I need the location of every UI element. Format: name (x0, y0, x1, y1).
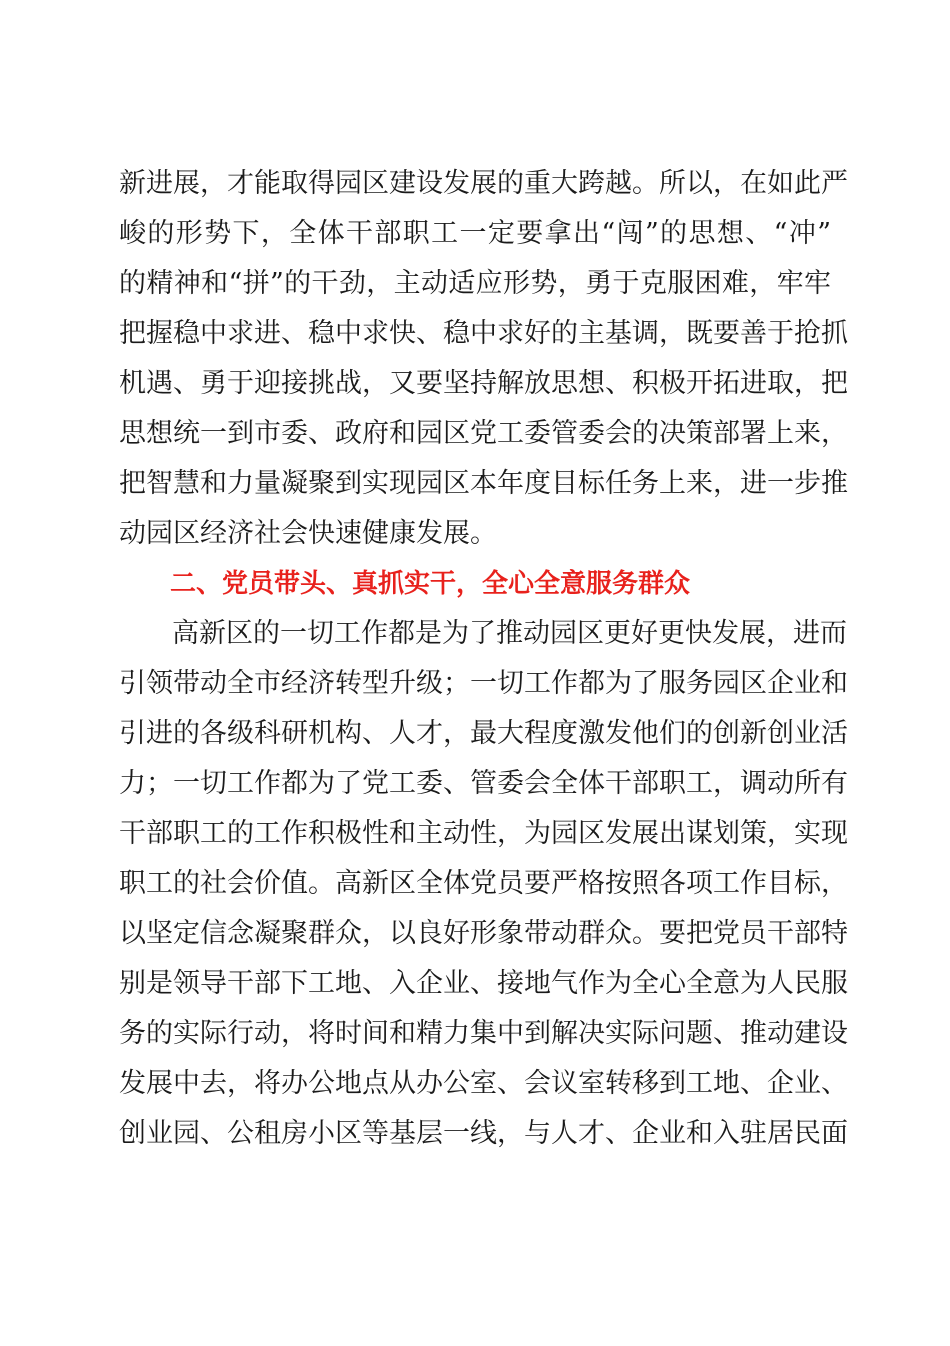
paragraph-line: 把握稳中求进、稳中求快、稳中求好的主基调，既要善于抢抓 (119, 318, 848, 349)
paragraph-line: 峻的形势下，全体干部职工一定要拿出“闯”的思想、“冲” (119, 218, 831, 249)
paragraph-line: 思想统一到市委、政府和园区党工委管委会的决策部署上来， (119, 418, 848, 449)
paragraph-line: 别是领导干部下工地、入企业、接地气作为全心全意为人民服 (119, 968, 848, 999)
paragraph-line: 引领带动全市经济转型升级；一切工作都为了服务园区企业和 (119, 668, 848, 699)
section-heading: 二、党员带头、真抓实干，全心全意服务群众 (170, 569, 691, 599)
paragraph-line: 把智慧和力量凝聚到实现园区本年度目标任务上来，进一步推 (119, 468, 848, 499)
paragraph-line: 务的实际行动，将时间和精力集中到解决实际问题、推动建设 (119, 1018, 848, 1049)
paragraph-line: 的精神和“拼”的干劲，主动适应形势，勇于克服困难，牢牢 (119, 268, 831, 299)
paragraph-line: 引进的各级科研机构、人才，最大程度激发他们的创新创业活 (119, 718, 848, 749)
paragraph-line: 动园区经济社会快速健康发展。 (119, 518, 497, 549)
paragraph-line: 干部职工的工作积极性和主动性，为园区发展出谋划策，实现 (119, 818, 848, 849)
paragraph-line: 机遇、勇于迎接挑战，又要坚持解放思想、积极开拓进取，把 (119, 368, 848, 399)
paragraph-line: 创业园、公租房小区等基层一线，与人才、企业和入驻居民面 (119, 1118, 848, 1149)
paragraph-line: 高新区的一切工作都是为了推动园区更好更快发展，进而 (172, 618, 847, 649)
paragraph-line: 发展中去，将办公地点从办公室、会议室转移到工地、企业、 (119, 1068, 848, 1099)
paragraph-line: 新进展，才能取得园区建设发展的重大跨越。所以，在如此严 (119, 168, 848, 199)
paragraph-line: 职工的社会价值。高新区全体党员要严格按照各项工作目标， (119, 868, 848, 899)
paragraph-line: 以坚定信念凝聚群众，以良好形象带动群众。要把党员干部特 (119, 918, 848, 949)
paragraph-line: 力；一切工作都为了党工委、管委会全体干部职工，调动所有 (119, 768, 848, 799)
